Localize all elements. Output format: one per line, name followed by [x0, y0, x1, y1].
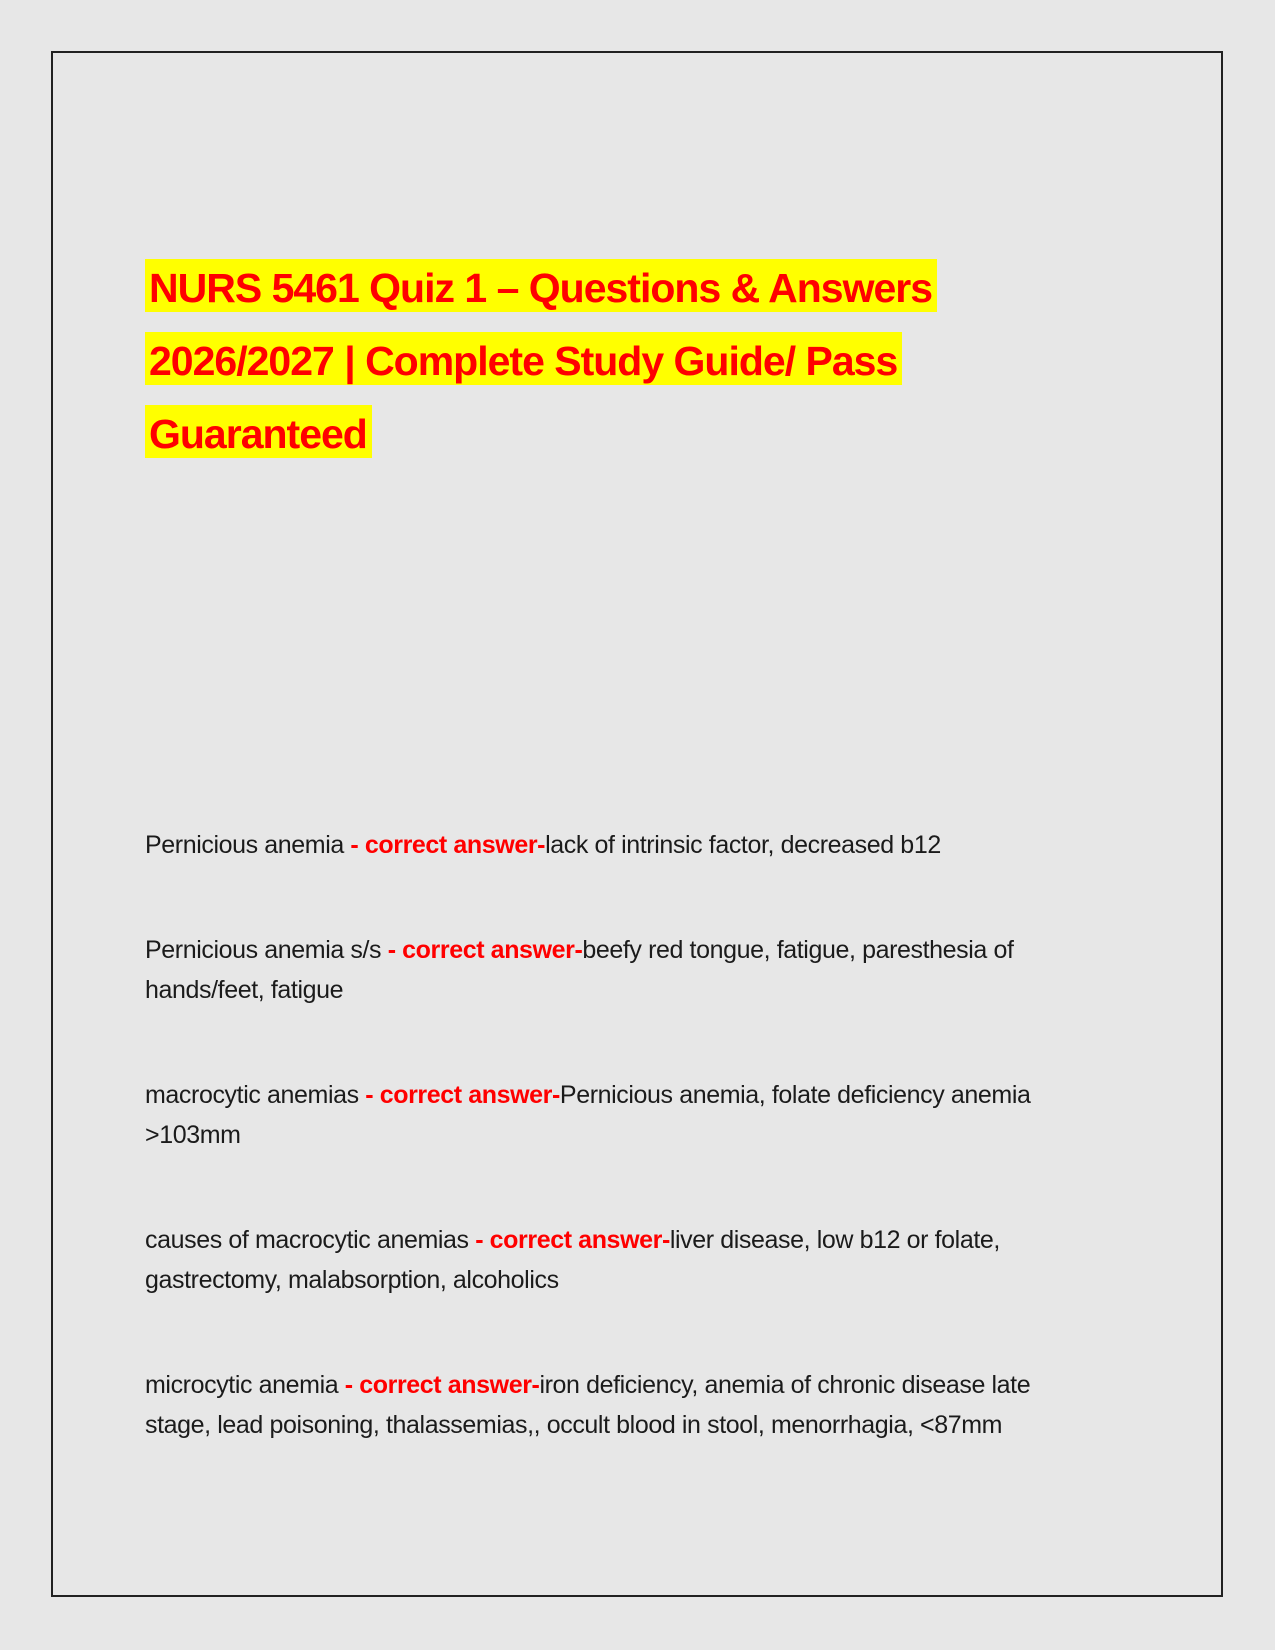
document-title [145, 252, 1105, 471]
qa-text-run: Pernicious anemia s/s [145, 936, 388, 964]
qa-line [145, 930, 1105, 970]
qa-paragraph [145, 1220, 1105, 1300]
qa-answer-marker: - correct answer- [344, 1371, 540, 1399]
qa-paragraph [145, 1075, 1105, 1155]
title-line [145, 398, 1105, 471]
qa-line [145, 825, 1105, 865]
title-line [145, 252, 1105, 325]
qa-line [145, 1405, 1105, 1445]
qa-text-run: iron deficiency, anemia of chronic disease late [539, 1371, 1031, 1399]
qa-text-run: hands/feet, fatigue [145, 976, 344, 1004]
qa-line [145, 1260, 1105, 1300]
qa-paragraph [145, 825, 1105, 865]
qa-paragraph [145, 1365, 1105, 1445]
qa-text-run: stage, lead poisoning, thalassemias,, occult blood in stool, menorrhagia, <87mm [145, 1411, 1003, 1439]
qa-paragraph [145, 930, 1105, 1010]
title-highlight: 2026/2027 | Complete Study Guide/ Pass [145, 332, 902, 385]
qa-text-run: >103mm [145, 1121, 241, 1149]
qa-text-run: liver disease, low b12 or folate, [669, 1226, 1000, 1254]
qa-text-run: lack of intrinsic factor, decreased b12 [545, 831, 941, 859]
qa-line [145, 1220, 1105, 1260]
qa-list [145, 825, 1105, 1445]
qa-line [145, 1075, 1105, 1115]
qa-text-run: causes of macrocytic anemias [145, 1226, 476, 1254]
qa-answer-marker: - correct answer- [387, 936, 583, 964]
qa-answer-marker: - correct answer- [365, 1081, 560, 1109]
qa-line [145, 1115, 1105, 1155]
qa-text-run: Pernicious anemia [145, 831, 351, 859]
qa-answer-marker: - correct answer- [475, 1226, 670, 1254]
page-content [145, 252, 1105, 1510]
qa-line [145, 970, 1105, 1010]
qa-text-run: gastrectomy, malabsorption, alcoholics [145, 1266, 559, 1294]
title-line [145, 325, 1105, 398]
qa-line [145, 1365, 1105, 1405]
qa-answer-marker: - correct answer- [350, 831, 546, 859]
qa-text-run: microcytic anemia [145, 1371, 345, 1399]
qa-text-run: Pernicious anemia, folate deficiency anemia [559, 1081, 1031, 1109]
qa-text-run: beefy red tongue, fatigue, paresthesia of [582, 936, 1014, 964]
qa-text-run: macrocytic anemias [145, 1081, 366, 1109]
title-highlight: Guaranteed [145, 405, 372, 458]
title-highlight: NURS 5461 Quiz 1 – Questions & Answers [145, 259, 937, 312]
